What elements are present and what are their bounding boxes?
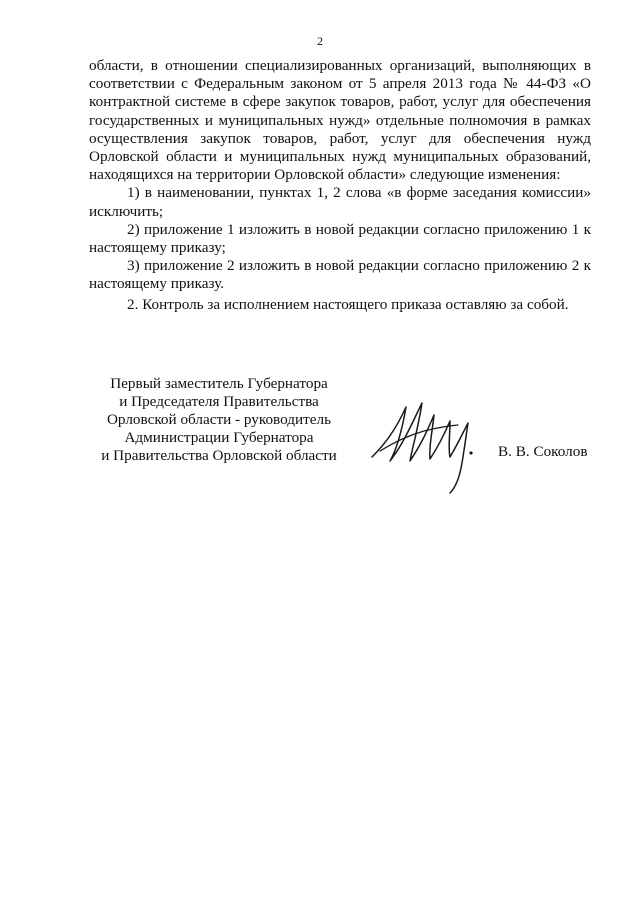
control-paragraph: 2. Контроль за исполнением настоящего приказа оставляю за собой. <box>127 295 569 313</box>
signatory-line-5: и Правительства Орловской области <box>101 447 337 464</box>
page-number: 2 <box>317 34 323 48</box>
intro-paragraph: области, в отношении специализированных организаций, выполняющих в соответствии с Федеральным законом от 5 апреля 2013 года № 44-ФЗ «О контрактной системе в сфере закупок товаров, работ, услуг для обеспечения государственных и муниципальных нужд» отдельные полномочия в рамках осуществления закупок товаров, работ, услуг для обеспечения нужд Орловской области и муниципальных нужд муниципальных образований, находящихся на территории Орловской области» следующие изменения: <box>89 57 591 184</box>
change-item-1: 1) в наименовании, пунктах 1, 2 слова «в форме заседания комиссии» исключить; <box>89 184 591 220</box>
signatory-line-2: и Председателя Правительства <box>119 393 319 410</box>
change-item-2: 2) приложение 1 изложить в новой редакции согласно приложению 1 к настоящему приказу; <box>89 220 591 257</box>
signatory-name: В. В. Соколов <box>498 443 588 460</box>
signatory-position <box>100 375 338 465</box>
document-body <box>89 57 591 314</box>
signatory-line-4: Администрации Губернатора <box>124 429 314 446</box>
handwritten-signature <box>362 395 484 495</box>
change-item-3: 3) приложение 2 изложить в новой редакции согласно приложению 2 к настоящему приказу. <box>89 257 591 293</box>
signatory-line-3: Орловской области - руководитель <box>106 411 332 428</box>
signatory-line-1: Первый заместитель Губернатора <box>110 375 328 392</box>
